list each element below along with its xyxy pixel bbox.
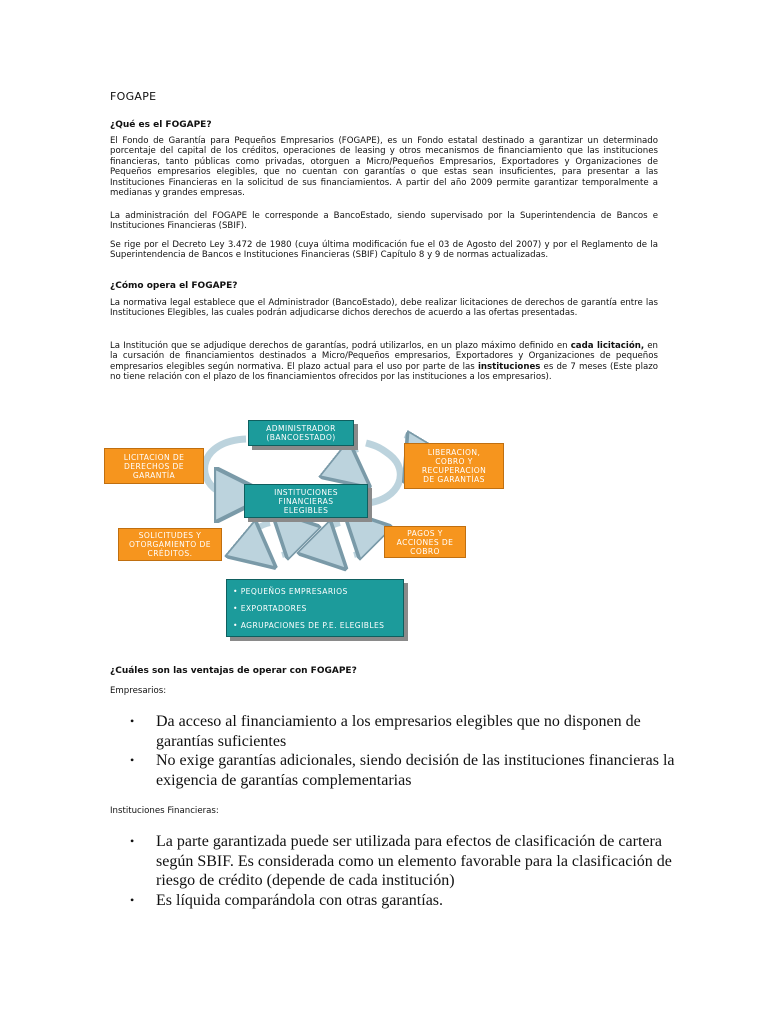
box-line: FINANCIERAS — [278, 496, 334, 506]
paragraph-decreto: Se rige por el Decreto Ley 3.472 de 1980 (cuya última modificación fue el 03 de Agosto del 2007) y por el Reglamento de la Superintendencia de Bancos e Instituciones Financieras (SBIF) Capítulo 8 y 9 de normas actualizadas. — [110, 240, 658, 261]
text-bold-instituciones: instituciones — [477, 361, 541, 372]
beneficiario-item: • EXPORTADORES — [233, 603, 307, 613]
box-beneficiarios — [226, 579, 404, 637]
paragraph-administracion: La administración del FOGAPE le corresponde a BancoEstado, siendo supervisado por la Superintendencia de Bancos e Instituciones Financieras (SBIF). — [110, 211, 658, 232]
text-fragment: La Institución que se adjudique derechos de garantías, podrá utilizarlos, en un plazo máximo definido en — [110, 341, 571, 351]
list-item: • La parte garantizada puede ser utilizada para efectos de clasificación de cartera según SBIF. Es considerada como un elemento favorable para la clasificación de riesgo de crédito (depende de cada institución) — [156, 832, 676, 891]
box-line: SOLICITUDES Y — [138, 531, 202, 540]
arrow-lower-left-a — [251, 523, 270, 553]
box-instituciones — [244, 484, 368, 518]
box-line: EXPORTADORES — [240, 603, 307, 613]
arrow-right-small — [346, 449, 358, 473]
box-line: INSTITUCIONES — [274, 487, 338, 497]
arrow-lower-right-a — [324, 523, 340, 553]
heading-que-es: ¿Qué es el FOGAPE? — [110, 120, 212, 130]
box-line: COBRO — [410, 546, 440, 556]
label-instituciones: Instituciones Financieras: — [110, 806, 219, 816]
fogape-flow-diagram — [100, 415, 520, 645]
box-solicitudes — [118, 528, 222, 561]
arrow-lower-right-b — [354, 527, 366, 555]
text-fragment: es de 7 meses (Este plazo no tiene relación con el plazo de los financiamientos ofrecidos por las instituciones a los empresarios). — [110, 361, 658, 383]
box-line: ADMINISTRADOR — [266, 424, 336, 433]
text-fragment: en la cursación de financiamientos destinados a Micro/Pequeños empresarios, Exportadores y Organizaciones de pequeños empresarios elegibles según normativa. El plazo actual para el uso por parte de las — [110, 341, 658, 372]
arrow-lower-left-b — [282, 527, 294, 555]
list-empresarios — [130, 712, 676, 790]
box-line: (BANCOESTADO) — [266, 433, 336, 442]
beneficiario-item: • PEQUEÑOS EMPRESARIOS — [233, 586, 348, 596]
box-line: DERECHOS DE — [124, 461, 184, 471]
box-line: ACCIONES DE — [396, 537, 454, 547]
text-bold-cada-licitacion: cada licitación, — [570, 341, 645, 351]
paragraph-normativa: La normativa legal establece que el Administrador (BancoEstado), debe realizar licitaciones de derechos de garantía entre las Instituciones Elegibles, las cuales podrán adjudicarse dichos derechos de acuerdo a las ofertas presentadas. — [110, 298, 658, 319]
box-line: CRÉDITOS. — [147, 549, 193, 558]
label-empresarios: Empresarios: — [110, 686, 167, 696]
heading-como-opera: ¿Cómo opera el FOGAPE? — [110, 281, 238, 291]
list-item: • Es líquida comparándola con otras garantías. — [156, 891, 676, 911]
box-line: DE GARANTÍAS — [423, 475, 485, 484]
box-line: LICITACION DE — [123, 452, 185, 462]
box-liberacion — [404, 443, 504, 489]
list-item: • No exige garantías adicionales, siendo decisión de las instituciones financieras la exigencia de garantías complementarias — [156, 751, 676, 790]
heading-ventajas: ¿Cuáles son las ventajas de operar con FOGAPE? — [110, 666, 357, 676]
box-line: COBRO Y — [435, 457, 473, 466]
box-line: OTORGAMIENTO DE — [129, 540, 211, 549]
box-line: PEQUEÑOS EMPRESARIOS — [240, 586, 348, 596]
arrow-left-cycle — [205, 439, 246, 495]
beneficiario-item: • AGRUPACIONES DE P.E. ELEGIBLES — [233, 620, 385, 630]
box-pagos — [384, 526, 466, 558]
list-item: • Da acceso al financiamiento a los empresarios elegibles que no disponen de garantías suficientes — [156, 712, 676, 751]
box-licitacion — [104, 448, 204, 484]
box-line: PAGOS Y — [407, 528, 443, 538]
box-administrador — [248, 420, 354, 446]
list-instituciones — [130, 832, 676, 910]
box-line: AGRUPACIONES DE P.E. ELEGIBLES — [240, 620, 385, 630]
page-title: FOGAPE — [110, 90, 157, 103]
box-line: ELEGIBLES — [283, 505, 329, 515]
box-line: GARANTÍA — [132, 470, 176, 480]
arrow-right-cycle — [366, 443, 400, 503]
paragraph-institucion — [110, 341, 658, 383]
box-line: RECUPERACION — [421, 466, 487, 475]
box-line: LIBERACION, — [427, 448, 481, 457]
paragraph-definicion: El Fondo de Garantía para Pequeños Empresarios (FOGAPE), es un Fondo estatal destinado a garantizar un determinado porcentaje del capital de los créditos, operaciones de leasing y otros mecanismos de financiamiento que las instituciones financieras, tanto públicas como privadas, otorguen a Micro/Pequeños Empresarios, Exportadores y Organizaciones de Pequeños empresarios elegibles, que no cuentan con garantías o que estas sean insuficientes, para presentar a las Instituciones Financieras en la solicitud de sus financiamientos. A partir del año 2009 permite garantizar temporalmente a medianas y grandes empresas. — [110, 136, 658, 199]
